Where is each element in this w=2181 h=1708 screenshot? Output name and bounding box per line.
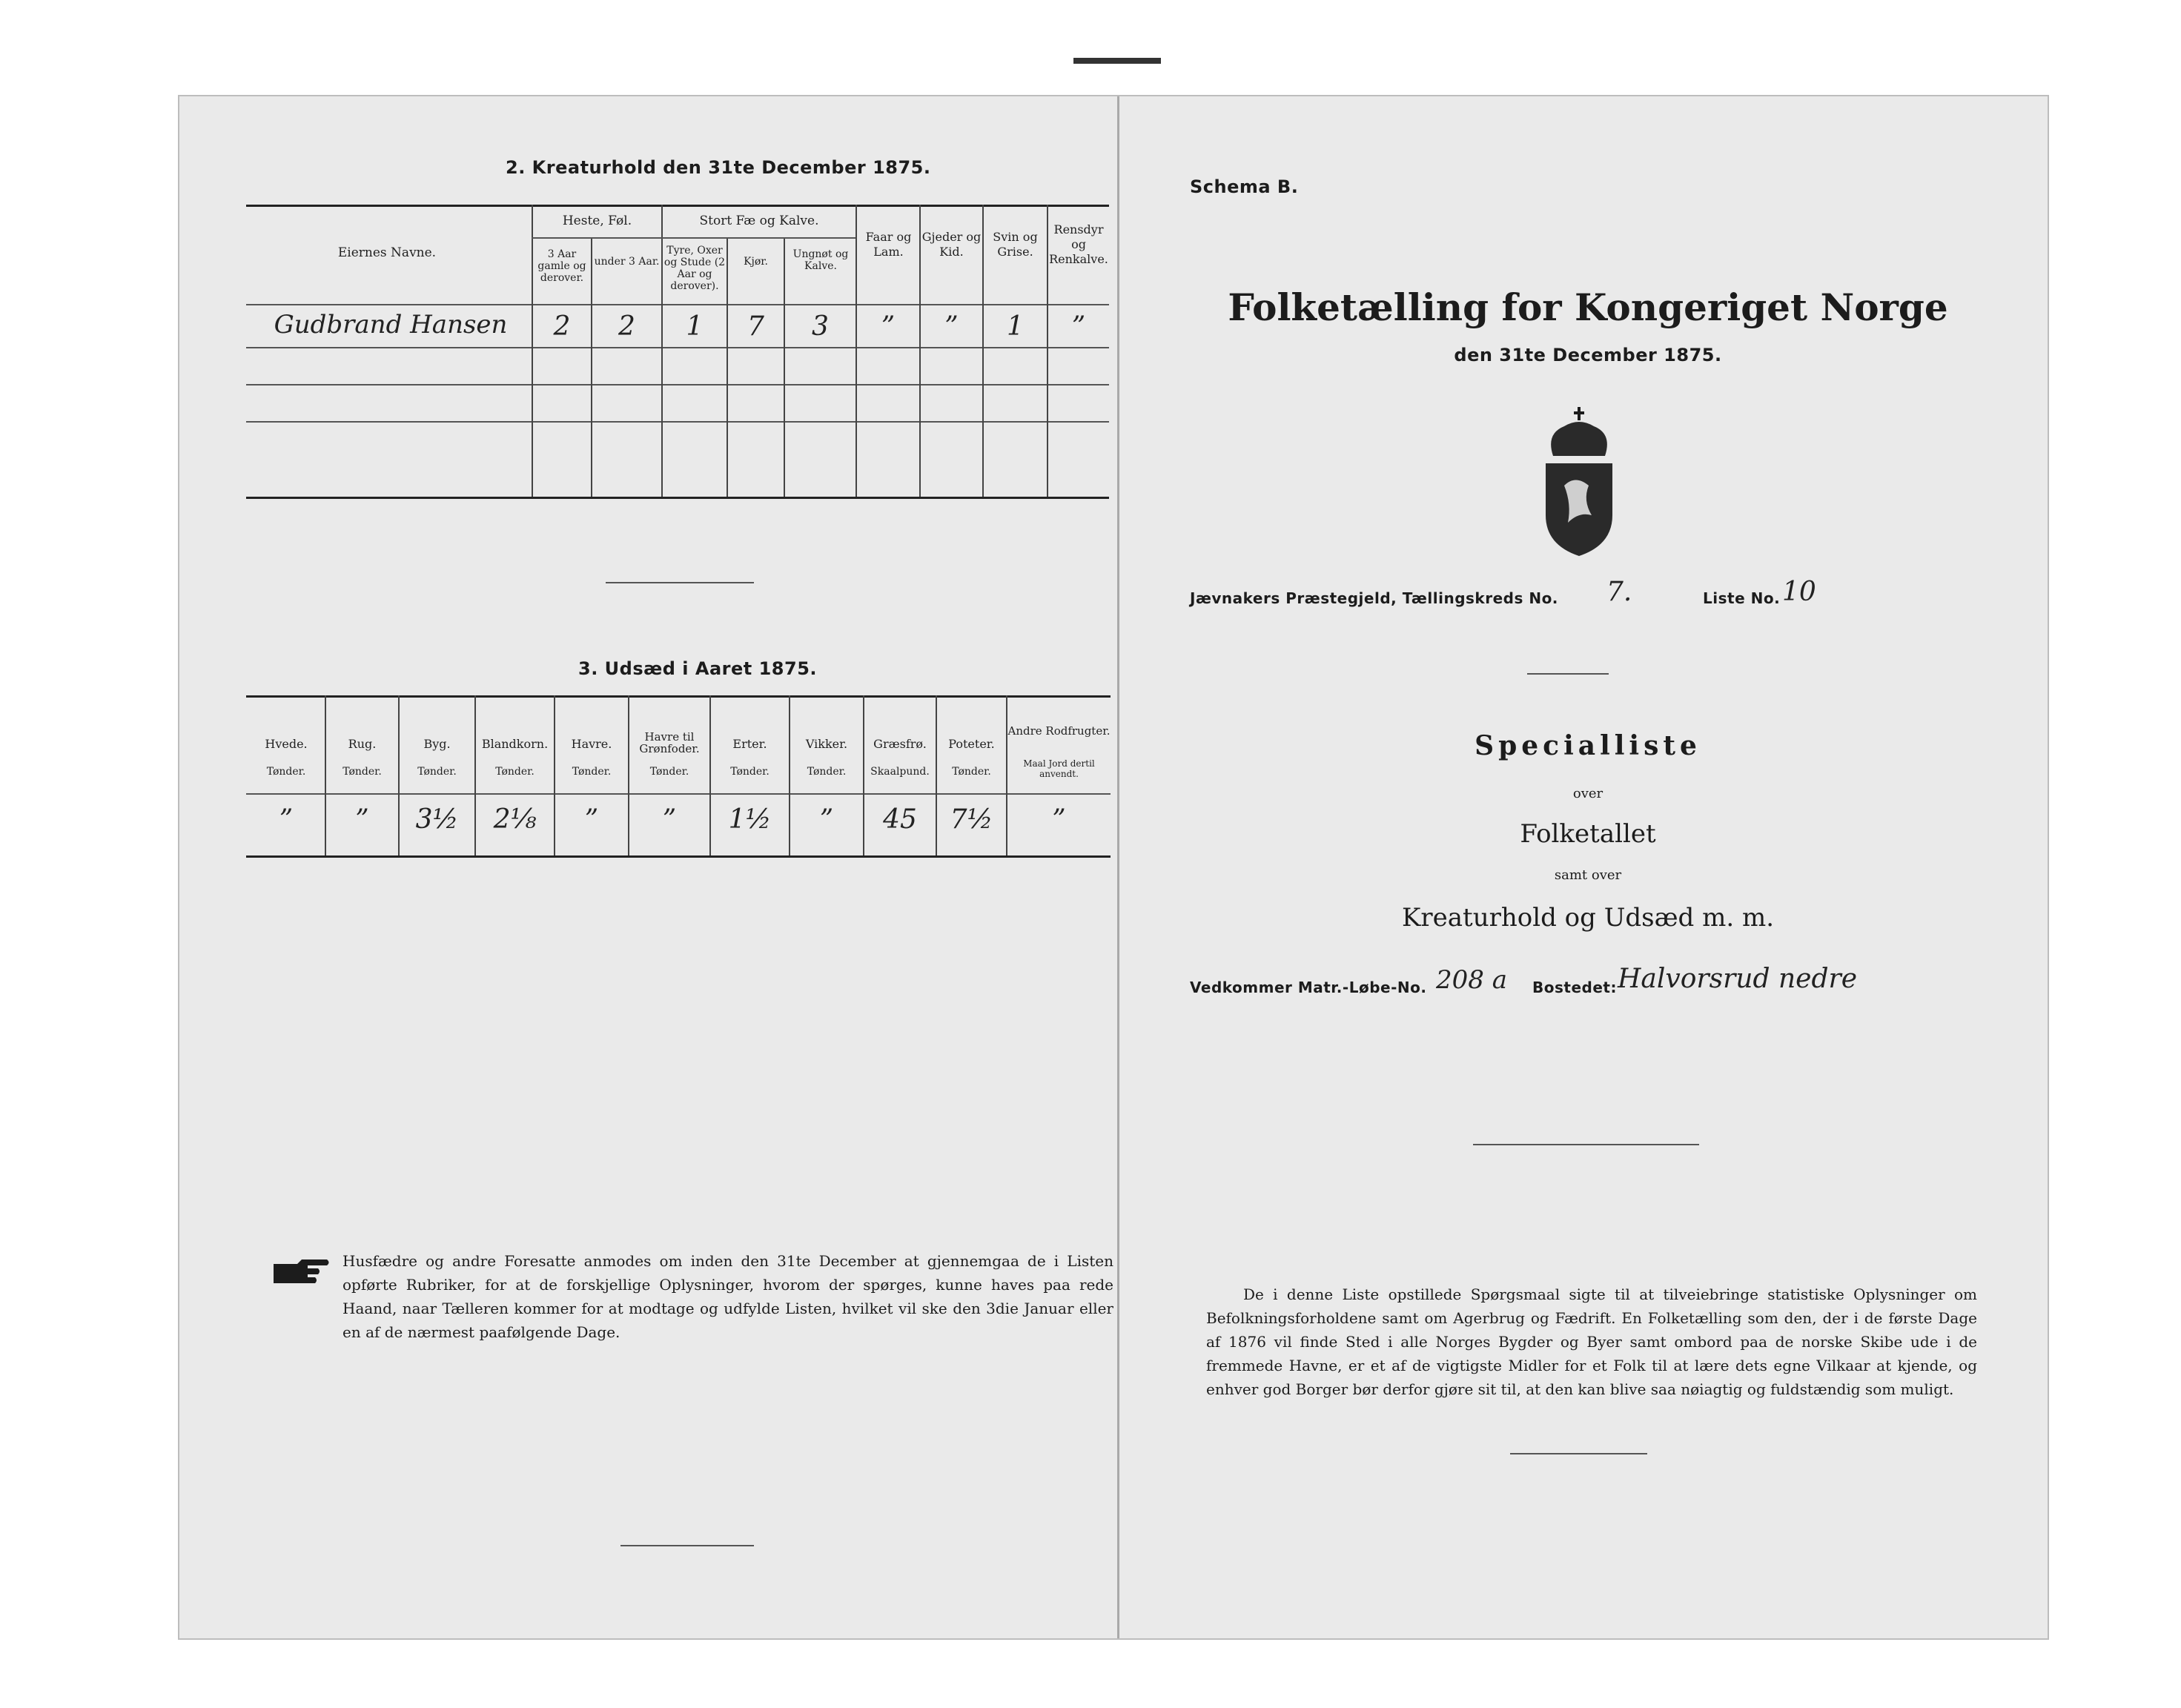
col-header: Græsfrø. — [873, 737, 927, 751]
separator — [1473, 1144, 1699, 1145]
col-header: Poteter. — [948, 737, 995, 751]
page-fold — [1117, 96, 1119, 1638]
group-underline — [532, 237, 855, 239]
sowing-value: ” — [1052, 804, 1066, 835]
special-list-title: Specialliste — [1475, 730, 1701, 761]
col-unit: Tønder. — [495, 766, 535, 778]
col-header: Havre til Grønfoder. — [639, 730, 700, 755]
separator — [620, 1545, 754, 1546]
col-header: Svin og Grise. — [993, 230, 1038, 259]
livestock-value: 3 — [812, 311, 829, 342]
col-header: Erter. — [732, 737, 767, 751]
table-rule — [246, 205, 1109, 207]
col-header: 3 Aar gamle og derover. — [537, 248, 586, 284]
col-header: Hvede. — [265, 737, 308, 751]
parish-label: Jævnakers Præstegjeld, Tællingskreds No. — [1190, 589, 1558, 607]
table-rule — [246, 384, 1109, 385]
col-divider — [855, 205, 857, 497]
sowing-value: 7½ — [950, 804, 993, 835]
matr-label: Vedkommer Matr.-Løbe-No. — [1190, 979, 1427, 996]
kreaturhold-label: Kreaturhold og Udsæd m. m. — [1401, 903, 1774, 933]
col-header: Andre Rodfrugter. — [1007, 724, 1111, 738]
coat-of-arms-emblem — [1538, 404, 1620, 560]
sowing-value: 1½ — [728, 804, 772, 835]
owner-name: Gudbrand Hansen — [274, 310, 508, 340]
col-unit: Tønder. — [266, 766, 306, 778]
livestock-value: ” — [1071, 311, 1086, 342]
col-header: under 3 Aar. — [594, 256, 660, 268]
over-label: over — [1572, 786, 1604, 801]
col-unit: Tønder. — [952, 766, 991, 778]
livestock-value: ” — [944, 311, 959, 342]
col-header: Gjeder og Kid. — [921, 230, 982, 259]
table-rule — [246, 421, 1109, 423]
main-title: Folketælling for Kongeriget Norge — [1228, 285, 1948, 329]
col-header: Rug. — [348, 737, 377, 751]
owner-header: Eiernes Navne. — [337, 245, 437, 260]
list-label: Liste No. — [1703, 589, 1781, 607]
top-mark — [1073, 58, 1161, 64]
col-divider — [784, 237, 785, 497]
livestock-value: 7 — [747, 311, 764, 342]
table-rule — [246, 793, 1111, 795]
list-number: 10 — [1782, 577, 1816, 607]
col-header: Vikker. — [805, 737, 848, 751]
col-header: Ungnøt og Kalve. — [792, 248, 849, 272]
bosted-label: Bostedet: — [1532, 979, 1617, 996]
sowing-value: ” — [584, 804, 599, 835]
livestock-value: 2 — [553, 311, 571, 342]
separator — [1510, 1453, 1647, 1454]
sowing-value: 45 — [883, 804, 917, 835]
col-header: Faar og Lam. — [865, 230, 912, 259]
col-unit: Skaalpund. — [870, 766, 930, 778]
samt-over-label: samt over — [1554, 867, 1622, 883]
col-divider — [727, 237, 728, 497]
footnote: Husfædre og andre Foresatte anmodes om inden den 31te December at gjennemgaa de i Listen opførte Rubriker, for at de forskjellige Oplysninger, hvorom der spørges, kunne haves paa rede Haand, naar Tælleren kommer for at modtage og udfylde Listen, hvilket vil ske den 3die Januar eller en af de nærmest paafølgende Dage. — [342, 1252, 1113, 1341]
cattle-group-header: Stort Fæ og Kalve. — [699, 214, 819, 228]
col-divider — [591, 237, 592, 497]
col-header: Tyre, Oxer og Stude (2 Aar og derover). — [663, 245, 726, 292]
col-unit: Tønder. — [572, 766, 612, 778]
col-unit: Tønder. — [730, 766, 770, 778]
section2-title: 2. Kreaturhold den 31te December 1875. — [506, 157, 931, 178]
col-header: Rensdyr og Renkalve. — [1049, 222, 1108, 266]
col-unit: Tønder. — [807, 766, 847, 778]
sowing-value: ” — [355, 804, 369, 835]
separator — [1527, 673, 1609, 675]
col-unit: Tønder. — [342, 766, 382, 778]
pointing-hand-icon — [272, 1257, 331, 1289]
district-number: 7. — [1606, 577, 1632, 607]
col-header: Blandkorn. — [481, 737, 549, 751]
folketallet-label: Folketallet — [1520, 819, 1656, 849]
livestock-value: ” — [881, 311, 896, 342]
separator — [606, 582, 754, 583]
horses-group-header: Heste, Føl. — [562, 214, 632, 228]
sowing-value: 2⅛ — [493, 804, 537, 835]
table-rule — [246, 695, 1111, 698]
livestock-value: 2 — [618, 311, 635, 342]
col-header: Havre. — [571, 737, 612, 751]
sowing-value: 3½ — [415, 804, 459, 835]
section3-title: 3. Udsæd i Aaret 1875. — [578, 658, 818, 679]
col-header: Kjør. — [744, 256, 768, 268]
col-header: Byg. — [423, 737, 451, 751]
census-form-sheet — [178, 95, 2049, 1640]
main-subtitle: den 31te December 1875. — [1454, 345, 1722, 365]
col-unit: Tønder. — [417, 766, 457, 778]
bosted-value: Halvorsrud nedre — [1618, 964, 1857, 994]
sowing-value: ” — [662, 804, 677, 835]
schema-label: Schema B. — [1190, 176, 1299, 197]
table-rule — [246, 497, 1109, 499]
sowing-value: ” — [819, 804, 834, 835]
table-rule — [246, 347, 1109, 348]
col-unit: Maal Jord dertil anvendt. — [1023, 758, 1095, 779]
table-rule — [246, 855, 1111, 858]
livestock-value: 1 — [686, 311, 704, 342]
table-rule — [246, 304, 1109, 305]
col-unit: Tønder. — [649, 766, 689, 778]
matr-number: 208 a — [1436, 965, 1507, 995]
intro-paragraph: De i denne Liste opstillede Spørgsmaal sigte til at tilveiebringe statistiske Oplysninger om Befolkningsforholdene samt om Agerbrug og Fædrift. En Folketælling som den, der i de første Dage af 1876 vil finde Sted i alle Norges Bygder og Byer samt ombord paa de norske Skibe ude i de fremmede Havne, er et af de vigtigste Midler for et Folk til at lære dets egne Vilkaar at kjende, og enhver god Borger bør derfor gjøre sit til, at den kan blive saa nøiagtig og fuldstændig som muligt. — [1206, 1285, 1977, 1398]
livestock-value: 1 — [1007, 311, 1024, 342]
sowing-value: ” — [279, 804, 294, 835]
